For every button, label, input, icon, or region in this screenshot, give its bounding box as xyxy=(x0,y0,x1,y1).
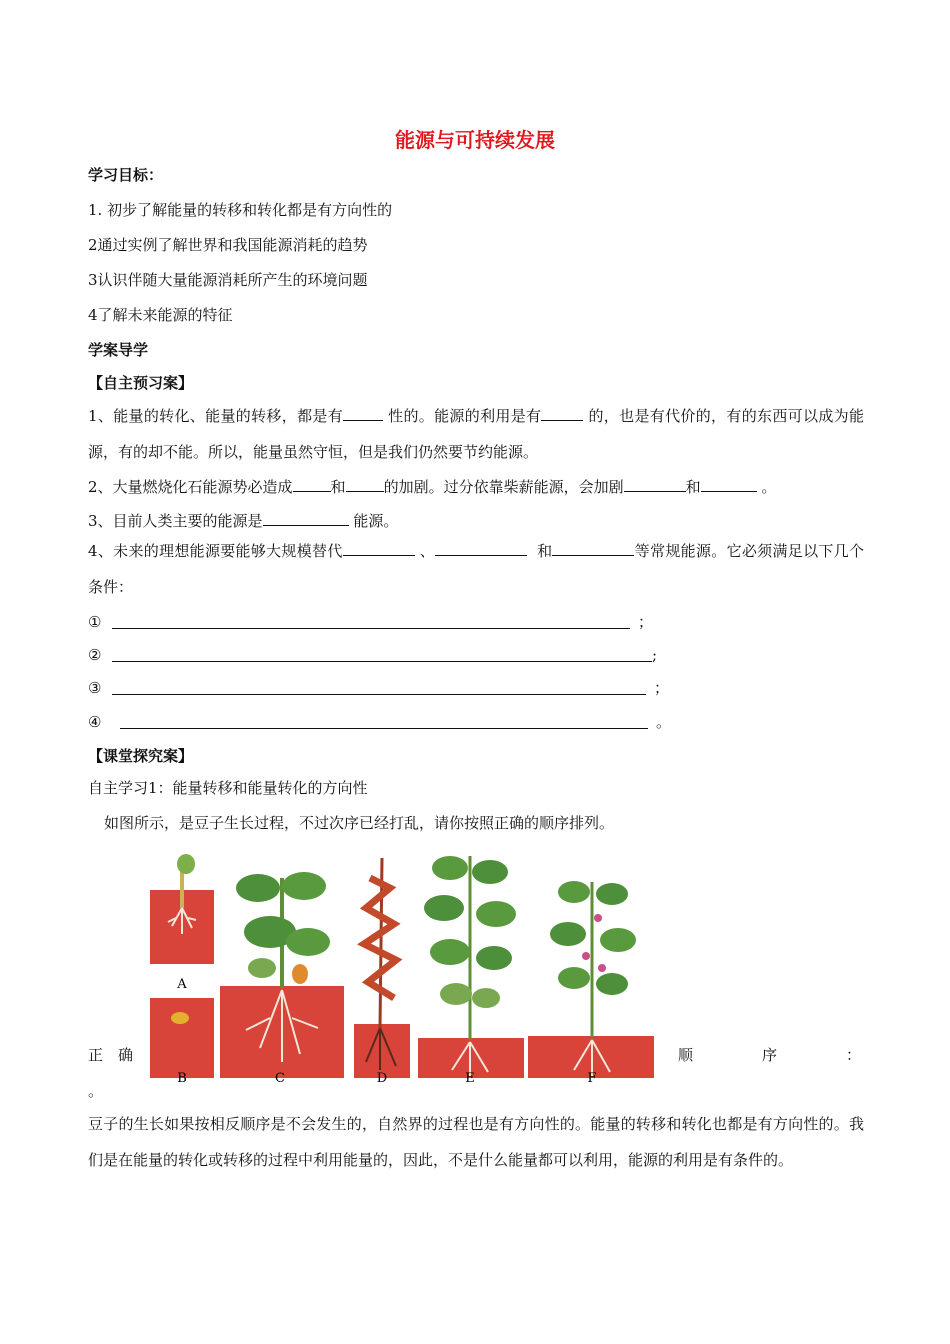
condition-1-end: ； xyxy=(638,613,654,631)
condition-3-line[interactable] xyxy=(112,694,646,695)
conclusion-paragraph: 豆子的生长如果按相反顺序是不会发生的，自然界的过程也是有方向性的。能量的转移和转化也都是有方向性的。我们是在能量的转化或转移的过程中利用能量的，因此，不是什么能量都可以利用，能源的利用是有条件的。 xyxy=(88,1115,864,1169)
condition-2: ② xyxy=(88,646,102,664)
stage-d-withered-plant xyxy=(354,858,410,1078)
guide-heading: 学案导学 xyxy=(88,341,149,359)
label-c: C xyxy=(275,1071,285,1084)
q2-blank-2[interactable] xyxy=(346,475,384,492)
objectives-heading: 学习目标： xyxy=(88,166,164,184)
order-char-4: 序 xyxy=(762,1046,778,1064)
condition-3-end: ； xyxy=(654,679,670,697)
q2-blank-3[interactable] xyxy=(624,475,686,492)
stage-c-young-plant xyxy=(220,872,344,1078)
q1-blank-2[interactable] xyxy=(541,404,583,421)
order-char-2: 确 xyxy=(118,1046,134,1064)
q4-blank-1[interactable] xyxy=(343,539,415,556)
q3-blank[interactable] xyxy=(263,509,349,526)
q2-blank-4[interactable] xyxy=(701,475,757,492)
condition-1: ① xyxy=(88,613,102,631)
label-f: F xyxy=(587,1071,597,1084)
label-a: A xyxy=(177,977,187,992)
stage-f-flowering-plant xyxy=(528,881,654,1078)
q1-blank-1[interactable] xyxy=(343,404,383,421)
order-char-3: 顺 xyxy=(678,1046,694,1064)
classroom-heading: 【课堂探究案】 xyxy=(88,747,194,765)
order-char-1: 正 xyxy=(88,1046,104,1064)
condition-4-end: 。 xyxy=(656,713,672,731)
figure-intro: 如图所示，是豆子生长过程，不过次序已经打乱，请你按照正确的顺序排列。 xyxy=(104,814,615,832)
condition-4-line[interactable] xyxy=(120,728,648,729)
label-e: E xyxy=(465,1071,475,1084)
q2-blank-1[interactable] xyxy=(293,475,331,492)
question-1: 1、能量的转化、能量的转移，都是有 性的。能源的利用是有 的，也是有代价的，有的东西可以成为能源，有的却不能。所以，能量虽然守恒，但是我们仍然要节约能源。 xyxy=(88,398,864,470)
study-1-title: 自主学习1：能量转移和能量转化的方向性 xyxy=(88,779,368,797)
objective-4: 4了解未来能源的特征 xyxy=(88,306,233,324)
condition-4: ④ xyxy=(88,713,102,731)
label-b: B xyxy=(177,1071,187,1084)
q4-blank-3[interactable] xyxy=(552,539,634,556)
condition-2-end: ; xyxy=(652,646,658,664)
order-char-5: ： xyxy=(846,1046,862,1064)
objective-3: 3认识伴随大量能源消耗所产生的环境问题 xyxy=(88,271,368,289)
question-2: 2、大量燃烧化石能源势必造成 和 的加剧。过分依靠柴薪能源，会加剧 和 。 xyxy=(88,475,776,497)
q4-blank-2[interactable] xyxy=(435,539,527,556)
question-3: 3、目前人类主要的能源是 能源。 xyxy=(88,509,398,531)
label-d: D xyxy=(376,1071,388,1084)
objective-2: 2通过实例了解世界和我国能源消耗的趋势 xyxy=(88,236,368,254)
condition-1-line[interactable] xyxy=(112,628,630,629)
page-title: 能源与可持续发展 xyxy=(395,128,555,152)
preview-heading: 【自主预习案】 xyxy=(88,374,194,392)
bean-growth-figure xyxy=(150,848,658,1084)
order-answer-end: 。 xyxy=(88,1082,104,1100)
question-4: 4、未来的理想能源要能够大规模替代 、 和 等常规能源。它必须满足以下几个条件： xyxy=(88,533,864,605)
stage-e-mature-plant xyxy=(418,856,524,1078)
stage-a-sprout xyxy=(150,854,214,964)
condition-2-line[interactable] xyxy=(112,661,652,662)
condition-3: ③ xyxy=(88,679,102,697)
objective-1: 1. 初步了解能量的转移和转化都是有方向性的 xyxy=(88,201,393,219)
stage-b-seed xyxy=(150,998,214,1078)
